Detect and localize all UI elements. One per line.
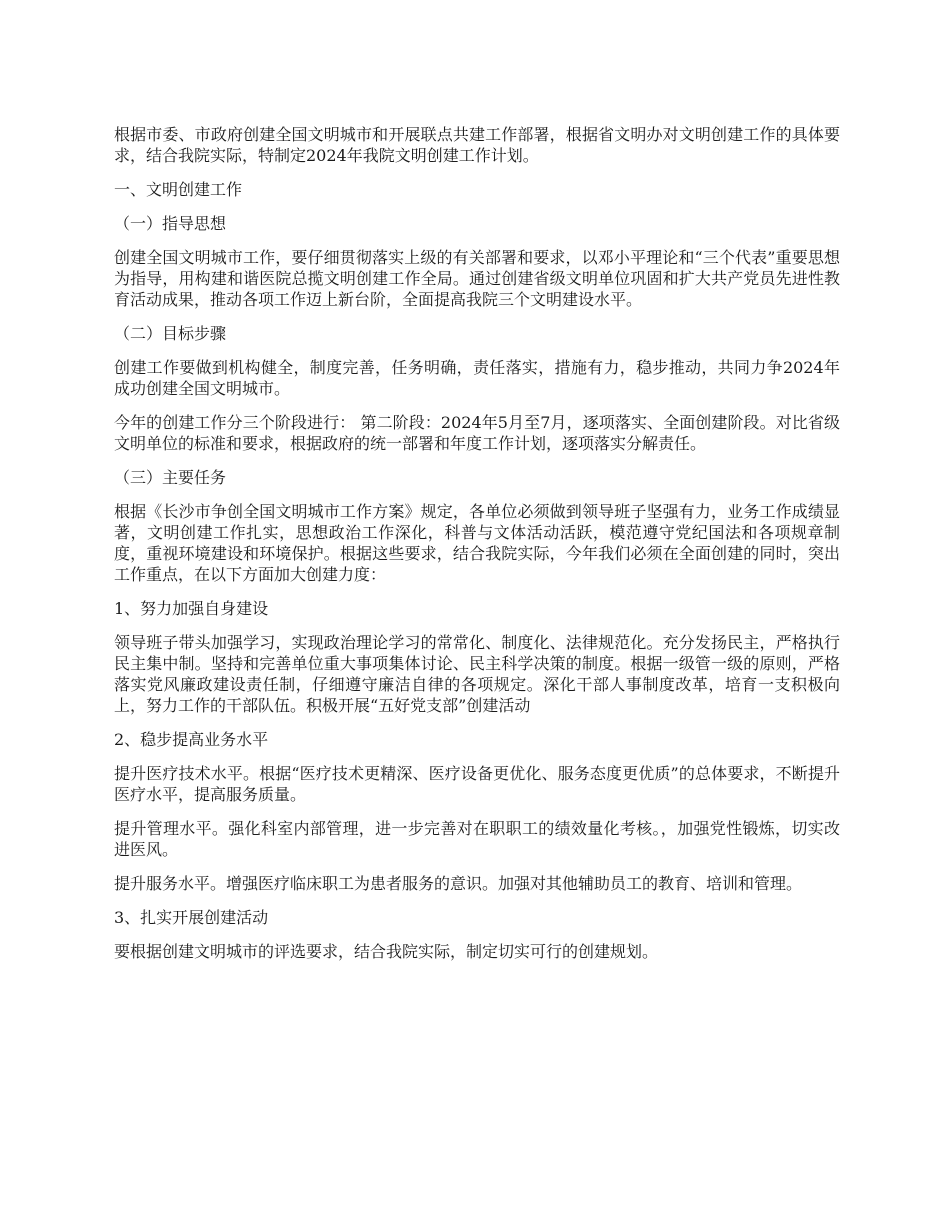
self-building-paragraph: 领导班子带头加强学习，实现政治理论学习的常常化、制度化、法律规范化。充分发扬民主，严格执行民主集中制。坚持和完善单位重大事项集体讨论、民主科学决策的制度。根据一级管一级的原则，严格落实党风廉政建设责任制，仔细遵守廉洁自律的各项规定。深化干部人事制度改革，培育一支积极向上，努力工作的干部队伍。积极开展“五好党支部”创建活动	[114, 633, 840, 715]
document-page	[114, 124, 840, 975]
medical-tech-paragraph: 提升医疗技术水平。根据“医疗技术更精深、医疗设备更优化、服务态度更优质”的总体要求，不断提升医疗水平，提高服务质量。	[114, 764, 840, 804]
goals-paragraph: 创建工作要做到机构健全，制度完善，任务明确，责任落实，措施有力，稳步推动，共同力争2024年成功创建全国文明城市。	[114, 358, 840, 398]
item-title-self-building: 1、努力加强自身建设	[114, 599, 269, 618]
creation-activities-paragraph: 要根据创建文明城市的评选要求，结合我院实际，制定切实可行的创建规划。	[114, 942, 659, 961]
item-title-business-level: 2、稳步提高业务水平	[114, 730, 269, 749]
section-title-civilization-work: 一、文明创建工作	[114, 180, 243, 199]
stages-paragraph: 今年的创建工作分三个阶段进行： 第二阶段：2024年5月至7月，逐项落实、全面创建阶段。对比省级文明单位的标准和要求，根据政府的统一部署和年度工作计划，逐项落实分解责任。	[114, 413, 840, 453]
service-paragraph: 提升服务水平。增强医疗临床职工为患者服务的意识。加强对其他辅助员工的教育、培训和管理。	[114, 874, 803, 893]
management-paragraph: 提升管理水平。强化科室内部管理，进一步完善对在职职工的绩效量化考核。，加强党性锻炼，切实改进医风。	[114, 819, 840, 859]
item-title-creation-activities: 3、扎实开展创建活动	[114, 908, 269, 927]
intro-paragraph: 根据市委、市政府创建全国文明城市和开展联点共建工作部署，根据省文明办对文明创建工作的具体要求，结合我院实际，特制定2024年我院文明创建工作计划。	[114, 125, 840, 165]
main-tasks-paragraph: 根据《长沙市争创全国文明城市工作方案》规定，各单位必须做到领导班子坚强有力，业务工作成绩显著，文明创建工作扎实，思想政治工作深化，科普与文体活动活跃，模范遵守党纪国法和各项规章制度，重视环境建设和环境保护。根据这些要求，结合我院实际，今年我们必须在全面创建的同时，突出工作重点，在以下方面加大创建力度：	[114, 502, 840, 584]
subsection-title-goals-steps: （二）目标步骤	[114, 324, 227, 343]
guiding-ideology-paragraph: 创建全国文明城市工作，要仔细贯彻落实上级的有关部署和要求，以邓小平理论和“三个代表”重要思想为指导，用构建和谐医院总揽文明创建工作全局。通过创建省级文明单位巩固和扩大共产党员先进性教育活动成果，推动各项工作迈上新台阶，全面提高我院三个文明建设水平。	[114, 248, 840, 309]
subsection-title-main-tasks: （三）主要任务	[114, 468, 227, 487]
subsection-title-guiding-ideology: （一）指导思想	[114, 214, 227, 233]
